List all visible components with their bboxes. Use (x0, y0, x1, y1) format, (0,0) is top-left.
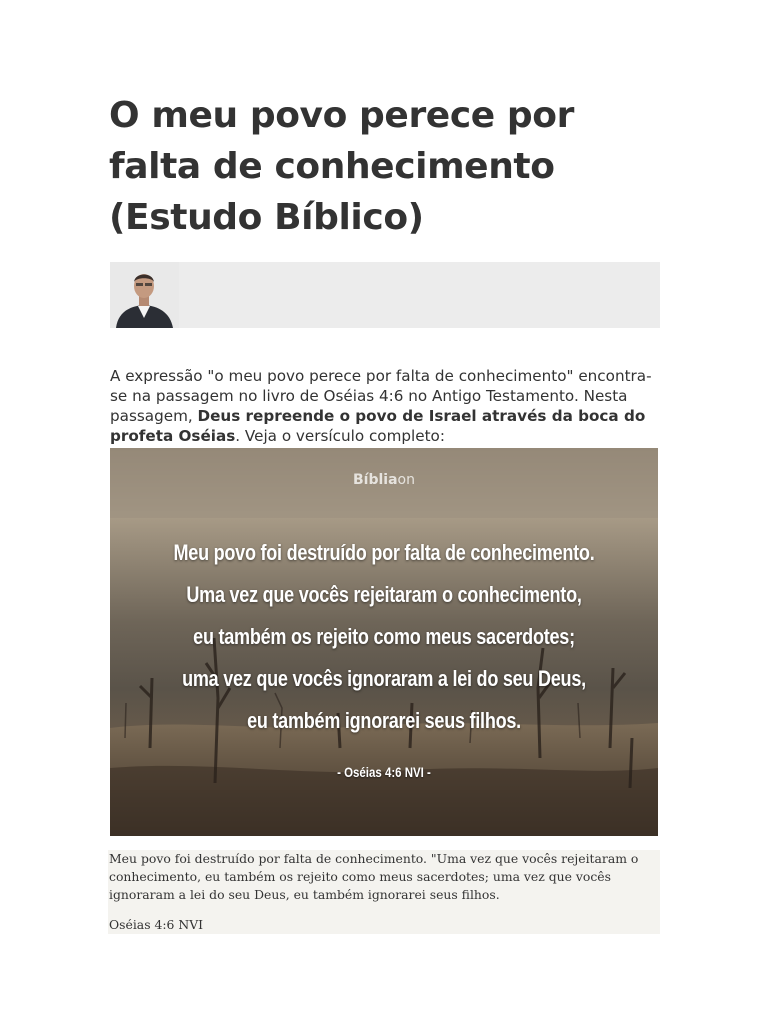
intro-paragraph (110, 366, 658, 446)
verse-line: eu também ignorarei seus filhos. (247, 708, 521, 733)
quote-reference: Oséias 4:6 NVI (109, 917, 204, 932)
intro-text: A expressão "o meu povo perece por falta de conhecimento" encontra-se na passagem no livro de Oséias 4:6 no Antigo Testamento. Nesta passagem, (110, 367, 652, 425)
intro-bold-text: Deus repreende o povo de Israel através da boca do profeta Oséias (110, 407, 646, 445)
quote-text: Meu povo foi destruído por falta de conhecimento. "Uma vez que vocês rejeitaram o conhecimento, eu também os rejeito como meus sacerdotes; uma vez que vocês ignoraram a lei do seu Deus, eu também ignorarei seus filhos. (109, 851, 639, 902)
verse-line: Meu povo foi destruído por falta de conhecimento. (173, 540, 595, 565)
quote-box (108, 850, 660, 934)
brand-logo (110, 472, 658, 488)
verse-line: eu também os rejeito como meus sacerdotes; (193, 624, 575, 649)
verse-lines (159, 532, 608, 742)
verse-image (110, 448, 658, 836)
verse-line: uma vez que vocês ignoraram a lei do seu Deus, (182, 666, 586, 691)
avatar[interactable] (110, 262, 179, 328)
verse-line: Uma vez que vocês rejeitaram o conhecimento, (186, 582, 582, 607)
brand-logo-bold: Bíblia (353, 472, 398, 488)
verse-reference: - Oséias 4:6 NVI - (337, 764, 431, 780)
brand-logo-light: on (397, 472, 415, 488)
author-bar (110, 262, 660, 328)
intro-text-end: . Veja o versículo completo: (235, 427, 445, 445)
page-title: O meu povo perece por falta de conhecimento (Estudo Bíblico) (109, 95, 574, 238)
